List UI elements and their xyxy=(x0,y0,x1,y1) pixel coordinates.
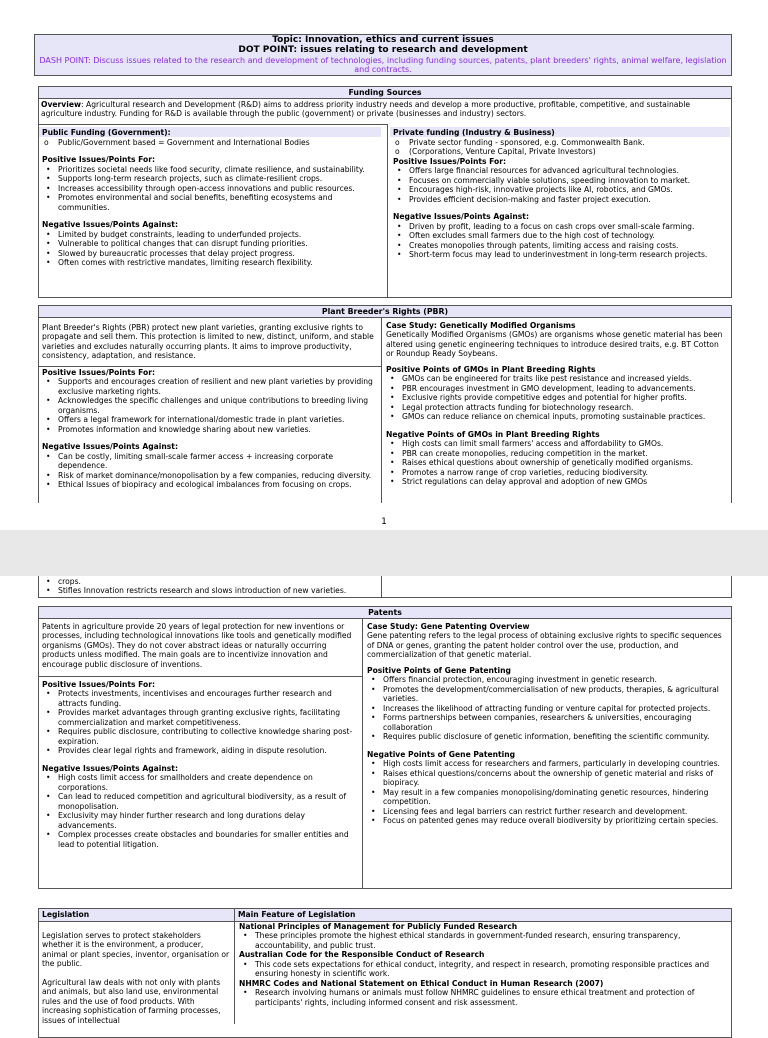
private-pos-heading: Positive Issues/Points For: xyxy=(393,156,507,166)
pbr-neg-continued xyxy=(39,576,381,598)
public-neg-heading: Negative Issues/Points Against: xyxy=(42,220,178,230)
gene-patenting-case-study xyxy=(364,621,731,887)
pbr-title: Plant Breeder's Rights (PBR) xyxy=(38,305,732,318)
patents-pos-heading: Positive Issues/Points For: xyxy=(42,680,156,689)
list-item: • Prioritizes societal needs like food security, climate resilience, and sustainability. xyxy=(58,165,382,174)
pbr-pos-heading: Positive Issues/Points For: xyxy=(42,368,156,377)
list-item: • Promotes a narrow range of crop varieties, reducing biodiversity. xyxy=(402,468,728,477)
list-item: • Focuses on commercially viable solutions, speeding innovation to market. xyxy=(409,176,728,185)
list-item: • Limited by budget constraints, leading to underfunded projects. xyxy=(58,230,382,239)
list-item: • Vulnerable to political changes that can disrupt funding priorities. xyxy=(58,239,382,248)
list-item: • High costs limit access for smallholders and create dependence on corporations. xyxy=(58,773,359,792)
list-item: • Exclusivity may hinder further research and long durations delay advancements. xyxy=(58,811,359,830)
gmo-pos-heading: Positive Points of GMOs in Plant Breeding Rights xyxy=(386,364,596,374)
list-item: o Public/Government based = Government and International Bodies xyxy=(58,138,382,147)
legislation-intro xyxy=(39,930,233,1024)
pbr-cont-divider xyxy=(381,576,382,598)
list-item: • Complex processes create obstacles and boundaries for smaller entities and lead to potential litigation. xyxy=(58,830,359,849)
list-item: • High costs limit access for researchers and farmers, particularly in developing countries. xyxy=(383,759,728,768)
list-item: • GMOs can reduce reliance on chemical inputs, promoting sustainable practices. xyxy=(402,412,728,421)
private-funding-body xyxy=(390,137,731,297)
list-item: • Protects investments, incentivises and encourages further research and attracts funding. xyxy=(58,689,359,708)
list-item: • Raises ethical questions about ownership of genetically modified organisms. xyxy=(402,458,728,467)
list-item: • Ethical Issues of biopiracy and ecological imbalances from focusing on crops. xyxy=(58,480,378,489)
topic-title: Topic: Innovation, ethics and current issues xyxy=(272,35,494,45)
list-item: • Offers a legal framework for international/domestic trade in plant varieties. xyxy=(58,415,378,424)
gmo-case-heading: Case Study: Genetically Modified Organisms xyxy=(386,321,576,330)
list-item: • Promotes the development/commercialisation of new products, therapies, & agricultural varieties. xyxy=(383,685,728,704)
list-item: • Often excludes small farmers due to the high cost of technology. xyxy=(409,231,728,240)
act-name: NHMRC Codes and National Statement on Ethical Conduct in Human Research (2007) xyxy=(239,978,604,988)
overview-label: Overview xyxy=(41,100,82,109)
list-item: • Strict regulations can delay approval and adoption of new GMOs xyxy=(402,477,728,486)
list-item: o Private sector funding - sponsored, e.g. Commonwealth Bank. xyxy=(409,138,728,147)
pbr-issues xyxy=(39,367,381,503)
crops-fragment: crops. xyxy=(58,577,81,586)
list-item-continued xyxy=(58,577,378,586)
list-item: • Short-term focus may lead to underinvestment in long-term research projects. xyxy=(409,250,728,259)
legislation-col-heading: Legislation xyxy=(39,909,234,921)
list-item: • Offers financial protection, encouraging investment in genetic research. xyxy=(383,675,728,684)
patents-neg-heading: Negative Issues/Points Against: xyxy=(42,763,178,773)
list-item: • Provides clear legal rights and framework, aiding in dispute resolution. xyxy=(58,746,359,755)
patents-intro-rule xyxy=(38,676,362,677)
act-name: Australian Code for the Responsible Conduct of Research xyxy=(239,950,485,960)
list-item: • Encourages high-risk, innovative projects like AI, robotics, and GMOs. xyxy=(409,185,728,194)
list-item: • Licensing fees and legal barriers can restrict further research and development. xyxy=(383,807,728,816)
dash-point: DASH POINT: Discuss issues related to the research and development of technologies, including funding sources, patents, plant breeders' rights, animal welfare, legislation and contracts. xyxy=(39,55,727,75)
list-item: • GMOs can be engineered for traits like pest resistance and increased yields. xyxy=(402,374,728,383)
list-item: • Promotes environmental and social benefits, benefiting ecosystems and communities. xyxy=(58,193,382,212)
legislation-features xyxy=(236,921,731,1024)
list-item: • Stifles Innovation restricts research and slows introduction of new varieties. xyxy=(58,586,378,595)
gp-case-heading: Case Study: Gene Patenting Overview xyxy=(367,622,530,631)
list-item: • Focus on patented genes may reduce overall biodiversity by prioritizing certain species. xyxy=(383,816,728,825)
public-funding-heading: Public Funding (Government): xyxy=(39,127,381,137)
list-item: • Supports and encourages creation of resilient and new plant varieties by providing exclusive marketing rights. xyxy=(58,377,378,396)
list-item: • High costs can limit small farmers' access and affordability to GMOs. xyxy=(402,439,728,448)
list-item: • Provides market advantages through granting exclusive rights, facilitating commercialization and market competitiveness. xyxy=(58,708,359,727)
private-funding-heading: Private funding (Industry & Business) xyxy=(390,127,730,137)
patents-issues xyxy=(39,679,362,887)
private-neg-heading: Negative Issues/Points Against: xyxy=(393,212,529,222)
gp-case-text: Gene patenting refers to the legal process of obtaining exclusive rights to specific sequences of DNA or genes, granting the patent holder control over the use, production, and commercialization of that genetic material. xyxy=(367,631,722,660)
list-item: • Often comes with restrictive mandates, limiting research flexibility. xyxy=(58,258,382,267)
page-number: 1 xyxy=(381,517,387,527)
list-item: • Driven by profit, leading to a focus on cash crops over small-scale farming. xyxy=(409,222,728,231)
list-item: • Exclusive rights provide competitive edges and potential for higher profits. xyxy=(402,393,728,402)
list-item: • Can lead to reduced competition and agricultural biodiversity, as a result of monopolisation. xyxy=(58,792,359,811)
funding-title: Funding Sources xyxy=(38,86,732,99)
list-item: • Promotes information and knowledge sharing about new varieties. xyxy=(58,425,378,434)
list-item: o (Corporations, Venture Capital, Private Investors) xyxy=(409,147,728,156)
patents-title: Patents xyxy=(38,606,732,619)
list-item: • Legal protection attracts funding for biotechnology research. xyxy=(402,403,728,412)
legislation-divider xyxy=(234,908,235,1024)
overview-text: : Agricultural research and Development (R&D) aims to address priority industry needs and develop a more productive, profitable, competitive, and sustainable agriculture industry. Funding for R&D is available through the public (government) or private (businesses and industry) sectors. xyxy=(41,100,691,119)
pbr-neg-heading: Negative Issues/Points Against: xyxy=(42,442,178,452)
list-item: • This code sets expectations for ethical conduct, integrity, and respect in research, promoting responsible practices and ensuring honesty in scientific work. xyxy=(255,960,728,979)
pbr-intro: Plant Breeder's Rights (PBR) protect new plant varieties, granting exclusive rights to propagate and sell them. This protection is limited to new, distinct, uniform, and stable varieties and excludes naturally occurring plants. It aims to improve productivity, consistency, adaptation, and resistance. xyxy=(42,323,374,361)
list-item: • Slowed by bureaucratic processes that delay project progress. xyxy=(58,249,382,258)
list-item: • Increases accessibility through open-access innovations and public resources. xyxy=(58,184,382,193)
list-item: • Risk of market dominance/monopolisation by a few companies, reducing diversity. xyxy=(58,471,378,480)
public-pos-heading: Positive Issues/Points For: xyxy=(42,155,156,165)
list-item: • PBR encourages investment in GMO development, leading to advancements. xyxy=(402,384,728,393)
list-item: • Creates monopolies through patents, limiting access and raising costs. xyxy=(409,241,728,250)
list-item: • Requires public disclosure of genetic information, benefiting the scientific community. xyxy=(383,732,728,741)
patents-divider xyxy=(362,619,363,889)
page-gap xyxy=(0,530,768,576)
list-item: • Increases the likelihood of attracting funding or venture capital for protected projects. xyxy=(383,704,728,713)
act-name: National Principles of Management for Publicly Funded Research xyxy=(239,922,518,931)
list-item: • Requires public disclosure, contributing to collective knowledge sharing post-expiration. xyxy=(58,727,359,746)
funding-overview xyxy=(38,99,732,123)
pbr-divider xyxy=(381,318,382,503)
legislation-intro-2: Agricultural law deals with not only with plants and animals, but also land use, environmental rules and the use of food products. With increasing sophistication of farming processes, issues of intellectual xyxy=(42,977,221,1024)
list-item: • Raises ethical questions/concerns about the ownership of genetic material and risks of biopiracy. xyxy=(383,769,728,788)
gmo-case-study xyxy=(383,320,731,503)
list-item: • These principles promote the highest ethical standards in government-funded research, ensuring transparency, accountability, and public trust. xyxy=(255,931,728,950)
list-item: • Forms partnerships between companies, researchers & universities, encouraging collaboration xyxy=(383,713,728,732)
list-item: • Research involving humans or animals must follow NHMRC guidelines to ensure ethical treatment and protection of participants' rights, including informed consent and risk assessment. xyxy=(255,988,728,1007)
gmo-neg-heading: Negative Points of GMOs in Plant Breeding Rights xyxy=(386,429,600,439)
gmo-case-text: Genetically Modified Organisms (GMOs) are organisms whose genetic material has been altered using genetic engineering techniques to introduce desired traits, e.g. BT Cotton or Roundup Ready Soybeans. xyxy=(386,330,723,359)
public-funding-body xyxy=(39,137,385,297)
legislation-intro-1: Legislation serves to protect stakeholders whether it is the environment, a producer, animal or plant species, inventor, organisation or the public. xyxy=(42,931,230,969)
list-item: • Provides efficient decision-making and faster project execution. xyxy=(409,195,728,204)
main-feature-col-heading: Main Feature of Legislation xyxy=(235,909,731,921)
patents-intro: Patents in agriculture provide 20 years of legal protection for new inventions or processes, including technological innovations like tools and genetically modified organisms (GMOs). They do not cover abstract ideas or naturally occurring products unless modified. The main goals are to incentivize innovation and encourage public disclosure of inventions. xyxy=(42,622,352,669)
gp-pos-heading: Positive Points of Gene Patenting xyxy=(367,665,511,675)
list-item: • PBR can create monopolies, reducing competition in the market. xyxy=(402,449,728,458)
gp-neg-heading: Negative Points of Gene Patenting xyxy=(367,749,516,759)
list-item: • Can be costly, limiting small-scale farmer access + increasing corporate dependence. xyxy=(58,452,378,471)
list-item: • Offers large financial resources for advanced agricultural technologies. xyxy=(409,166,728,175)
dot-point: DOT POINT: issues relating to research and development xyxy=(238,45,528,56)
list-item: • May result in a few companies monopolising/dominating genetic resources, hindering competition. xyxy=(383,788,728,807)
list-item: • Acknowledges the specific challenges and unique contributions to breeding living organisms. xyxy=(58,396,378,415)
topic-header xyxy=(34,34,732,76)
list-item: • Supports long-term research projects, such as climate-resilient crops. xyxy=(58,174,382,183)
